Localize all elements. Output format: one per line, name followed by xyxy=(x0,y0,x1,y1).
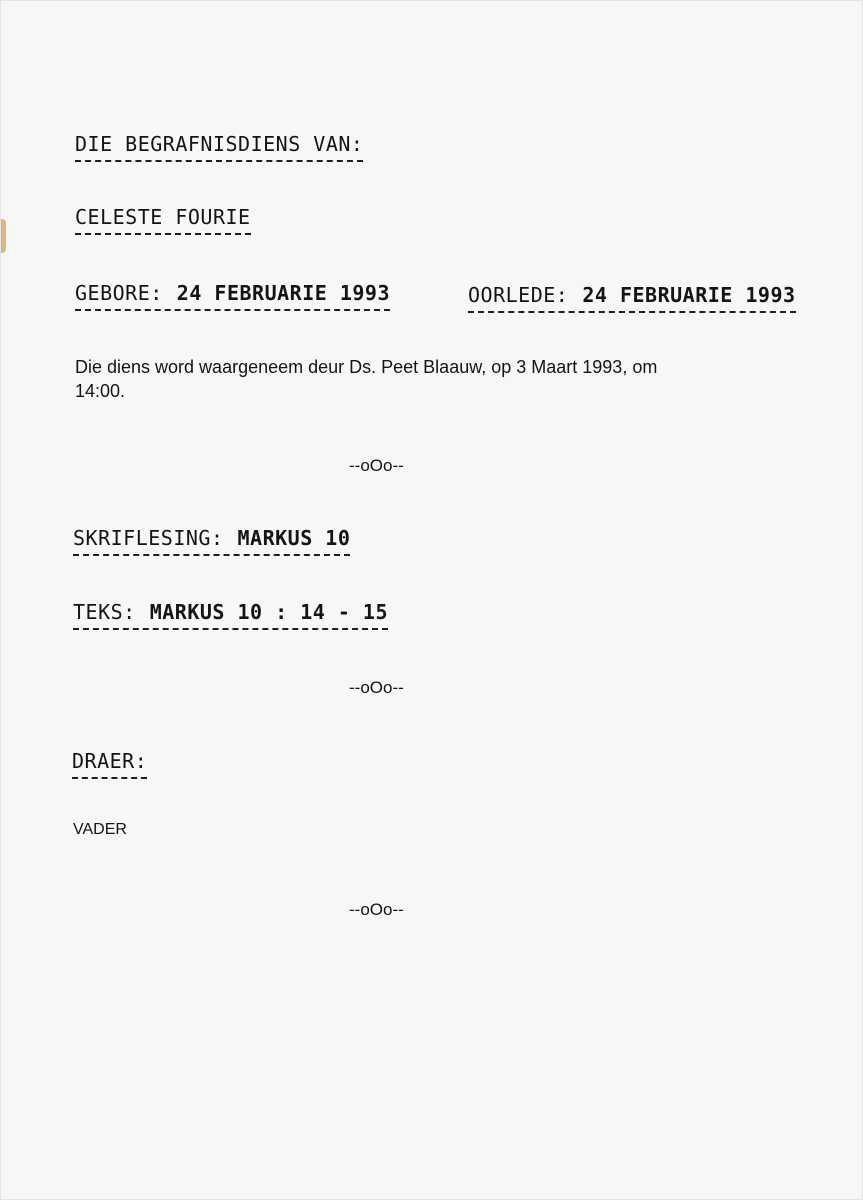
born-date: 24 FEBRUARIE 1993 xyxy=(176,281,390,305)
service-details: Die diens word waargeneem deur Ds. Peet Blaauw, op 3 Maart 1993, om 14:00. xyxy=(75,357,658,401)
scripture-reading-value: MARKUS 10 xyxy=(237,526,351,550)
born-label: GEBORE: xyxy=(75,281,163,305)
paper-stain xyxy=(1,219,6,253)
divider-2: --oOo-- xyxy=(349,678,404,697)
deceased-name: CELESTE FOURIE xyxy=(75,205,251,235)
divider-1: --oOo-- xyxy=(349,456,404,475)
died-label: OORLEDE: xyxy=(468,283,569,307)
bearer-value: VADER xyxy=(73,821,127,838)
sermon-text-label: TEKS: xyxy=(73,600,136,624)
died-line xyxy=(468,283,796,313)
scripture-reading-label: SKRIFLESING: xyxy=(73,526,224,550)
sermon-text-line xyxy=(73,600,388,630)
document-title: DIE BEGRAFNISDIENS VAN: xyxy=(75,132,363,162)
scripture-reading-line xyxy=(73,526,350,556)
divider-3: --oOo-- xyxy=(349,900,404,919)
born-line xyxy=(75,281,390,311)
sermon-text-value: MARKUS 10 : 14 - 15 xyxy=(149,600,388,624)
died-date: 24 FEBRUARIE 1993 xyxy=(582,283,796,307)
bearer-heading: DRAER: xyxy=(72,749,147,779)
